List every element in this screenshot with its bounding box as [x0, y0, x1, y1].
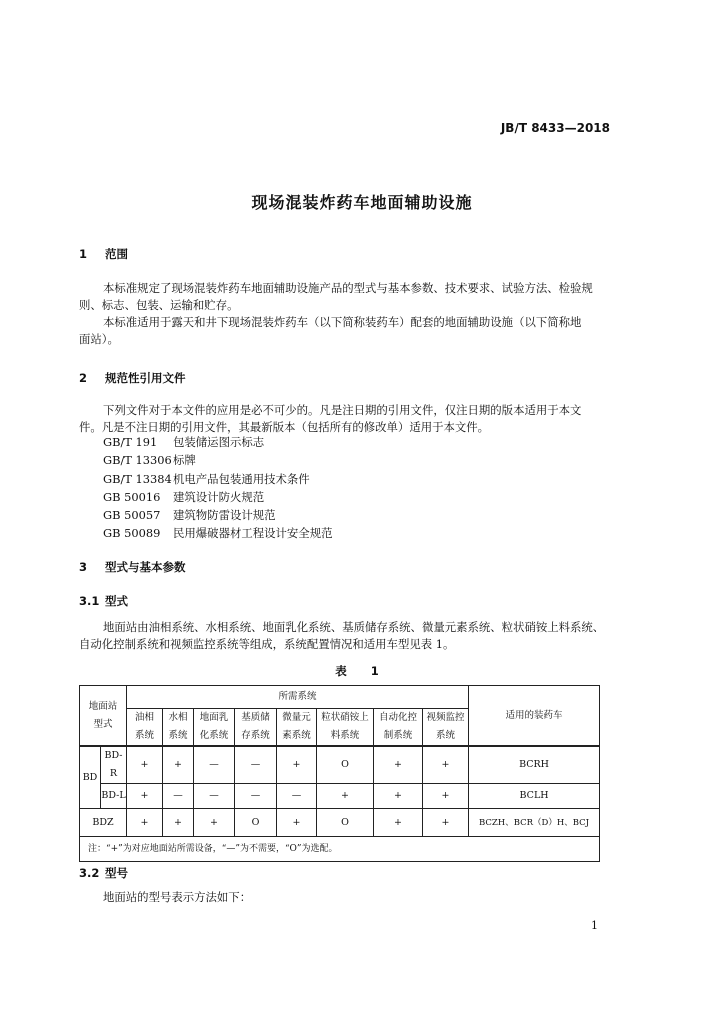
value-cell: + [194, 809, 235, 837]
header-text: 基质储 [241, 712, 270, 723]
value-cell: + [423, 746, 469, 784]
applicable-vehicle-header: 适用的装药车 [469, 686, 600, 747]
vehicle-cell: BCRH [469, 746, 600, 784]
system-header-automation [374, 709, 423, 747]
header-text: 素系统 [282, 730, 311, 741]
paragraph-line: 面站）。 [79, 332, 119, 346]
value-cell: + [163, 809, 194, 837]
paragraph-line: 自动化控制系统和视频监控系统等组成，系统配置情况和适用车型见表 1。 [79, 637, 455, 651]
value-cell: + [163, 746, 194, 784]
table-row [80, 746, 600, 784]
header-text: 化系统 [199, 730, 229, 741]
value-cell: — [194, 784, 235, 809]
paragraph-line: 地面站的型号表示方法如下： [103, 890, 252, 904]
value-cell: — [194, 746, 235, 784]
paragraph-line: 本标准规定了现场混装炸药车地面辅助设施产品的型式与基本参数、技术要求、试验方法、检验规 [103, 281, 593, 295]
section-number: 3.1 [79, 594, 100, 608]
table-row [80, 809, 600, 837]
header-text: 自动化控 [379, 712, 418, 723]
section-title: 规范性引用文件 [105, 371, 186, 385]
system-header-matrix-storage [235, 709, 277, 747]
reference-code: GB 50016 [103, 489, 161, 504]
reference-item [103, 470, 332, 488]
reference-item [103, 506, 332, 524]
reference-name: 建筑物防雷设计规范 [173, 508, 276, 523]
paragraph-line: 地面站由油相系统、水相系统、地面乳化系统、基质储存系统、微量元素系统、粒状硝铵上料系统、 [103, 620, 605, 634]
system-header-trace-element [277, 709, 317, 747]
vehicle-cell: BCZH、BCR（D）H、BCJ [469, 809, 600, 837]
value-cell: + [317, 784, 374, 809]
system-header-ammonium-nitrate [317, 709, 374, 747]
section-title: 型式与基本参数 [105, 560, 186, 574]
header-text: 视频监控 [426, 712, 465, 723]
value-cell: — [235, 746, 277, 784]
section-number: 3.2 [79, 866, 100, 880]
standard-code: JB/T 8433—2018 [500, 121, 610, 135]
value-cell: O [235, 809, 277, 837]
value-cell: + [423, 809, 469, 837]
reference-item [103, 433, 332, 451]
table-note: 注：“+”为对应地面站所需设备，“—”为不需要，“O”为选配。 [80, 837, 600, 862]
section-1-heading [79, 246, 128, 262]
bd-group-cell: BD [80, 746, 101, 809]
reference-name: 建筑设计防火规范 [173, 489, 265, 504]
section-2-heading [79, 370, 186, 386]
type-cell: BD-L [101, 784, 127, 809]
header-text: 粒状硝铵上 [321, 712, 369, 723]
value-cell: + [127, 784, 163, 809]
reference-code: GB/T 191 [103, 435, 158, 449]
header-text: 型式 [93, 718, 113, 730]
reference-name: 标牌 [173, 453, 196, 468]
value-cell: + [127, 746, 163, 784]
header-text: 料系统 [330, 730, 360, 741]
section-number: 3 [79, 560, 88, 574]
value-cell: + [127, 809, 163, 837]
reference-code: GB 50089 [103, 526, 161, 541]
reference-name: 民用爆破器材工程设计安全规范 [173, 526, 333, 541]
type-cell: BD-R [101, 746, 127, 784]
header-text: 地面乳 [199, 712, 229, 723]
header-text: 油相 [135, 712, 155, 723]
system-header-water [163, 709, 194, 747]
reference-item [103, 524, 332, 542]
value-cell: O [317, 809, 374, 837]
reference-code: GB/T 13306 [103, 453, 172, 468]
vehicle-cell: BCLH [469, 784, 600, 809]
value-cell: — [235, 784, 277, 809]
header-text: 地面站 [88, 700, 118, 712]
value-cell: + [374, 809, 423, 837]
reference-item [103, 488, 332, 506]
normative-references-list [103, 433, 332, 543]
page-number: 1 [591, 919, 598, 932]
section-title: 型号 [105, 866, 128, 880]
reference-item [103, 451, 332, 469]
section-3-2-heading [79, 865, 128, 881]
table-row [80, 784, 600, 809]
document-title: 现场混装炸药车地面辅助设施 [251, 193, 473, 212]
paragraph-line: 本标准适用于露天和井下现场混装炸药车（以下简称装药车）配套的地面辅助设施（以下简称地 [103, 315, 582, 329]
reference-name: 包装储运图示标志 [173, 435, 265, 449]
section-3-1-heading [79, 593, 128, 609]
section-number: 2 [79, 371, 88, 385]
type-cell: BDZ [80, 809, 127, 837]
value-cell: + [374, 746, 423, 784]
value-cell: — [163, 784, 194, 809]
value-cell: + [277, 746, 317, 784]
paragraph-line: 下列文件对于本文件的应用是必不可少的。凡是注日期的引用文件，仅注日期的版本适用于本文 [103, 403, 582, 417]
section-title: 型式 [105, 594, 128, 608]
value-cell: + [277, 809, 317, 837]
reference-name: 机电产品包装通用技术条件 [173, 471, 310, 486]
header-text: 系统 [135, 730, 155, 741]
required-systems-header: 所需系统 [127, 686, 469, 709]
system-header-oil [127, 709, 163, 747]
section-number: 1 [79, 247, 88, 261]
header-text: 系统 [436, 730, 456, 741]
reference-code: GB 50057 [103, 508, 161, 523]
paragraph-line: 则、标志、包装、运输和贮存。 [79, 298, 239, 312]
header-text: 系统 [168, 730, 188, 741]
system-header-emulsion [194, 709, 235, 747]
paragraph-line: 件。凡是不注日期的引用文件，其最新版本（包括所有的修改单）适用于本文件。 [79, 420, 490, 434]
value-cell: + [423, 784, 469, 809]
value-cell: — [277, 784, 317, 809]
section-title: 范围 [105, 247, 128, 261]
reference-code: GB/T 13384 [103, 471, 172, 486]
section-3-heading [79, 559, 186, 575]
header-text: 微量元 [282, 712, 311, 723]
header-text: 制系统 [383, 730, 413, 741]
value-cell: + [374, 784, 423, 809]
system-configuration-table [79, 685, 600, 862]
header-text: 存系统 [241, 730, 270, 741]
header-text: 水相 [168, 712, 188, 723]
station-type-header [80, 686, 127, 747]
value-cell: O [317, 746, 374, 784]
table-caption: 表 1 [335, 664, 389, 678]
system-header-video [423, 709, 469, 747]
